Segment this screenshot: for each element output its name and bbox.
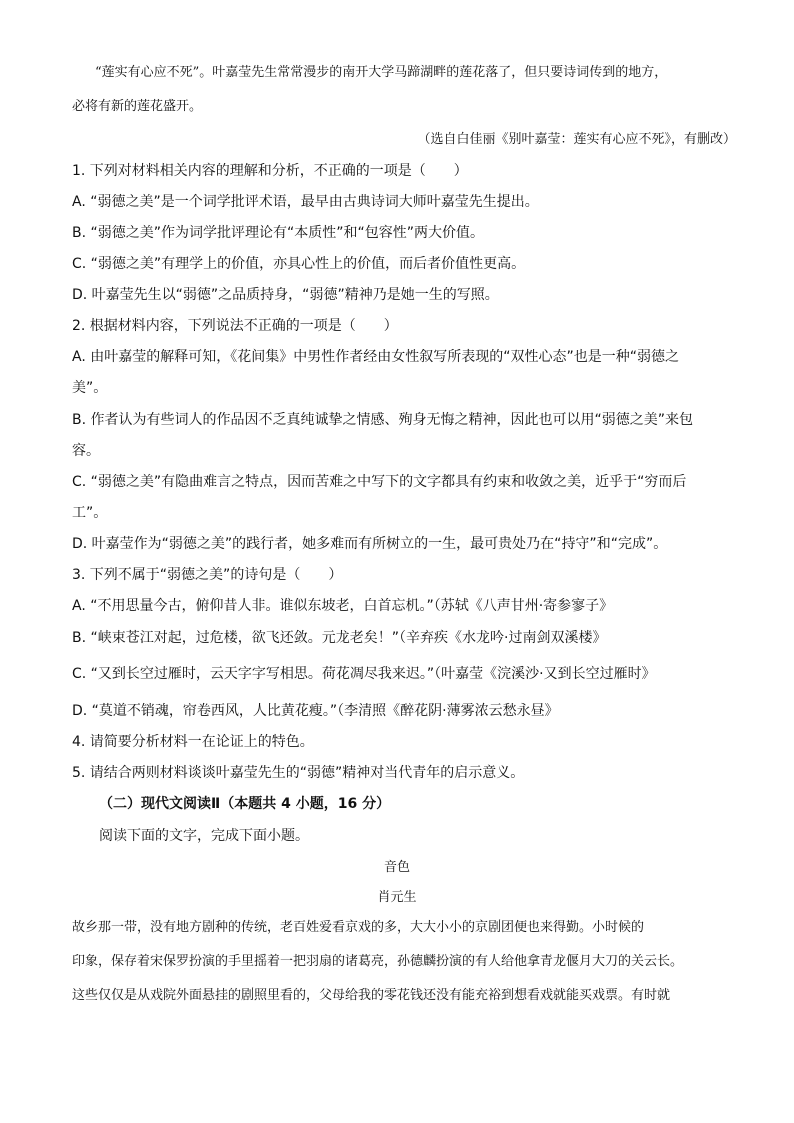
story-author: 肖元生 (377, 890, 417, 905)
question-3-option-a: A. “不用思量今古，俯仰昔人非。谁似东坡老，白首忘机。”（苏轼《八声甘州·寄参寥子》 (72, 598, 614, 614)
question-2-option-d: D. 叶嘉莹作为“弱德之美”的践行者，她多难而有所树立的一生，最可贵处乃在“持守”和“完成”。 (72, 536, 668, 552)
question-2-option-a-line-2: 美”。 (72, 380, 108, 396)
section-2-heading: （二）现代文阅读Ⅱ（本题共 4 小题，16 分） (99, 796, 391, 812)
story-title: 音色 (383, 860, 410, 875)
story-line-2: 印象，保存着宋保罗扮演的手里摇着一把羽扇的诸葛亮，孙德麟扮演的有人给他拿青龙偃月大刀的关云长。 (72, 954, 684, 969)
question-1-option-d: D. 叶嘉莹先生以“弱德”之品质持身，“弱德”精神乃是她一生的写照。 (72, 287, 499, 303)
question-3-option-b: B. “峡束苍江对起，过危楼，欲飞还敛。元龙老矣！”（辛弃疾《水龙吟·过南剑双溪楼》 (72, 630, 607, 646)
question-5: 5. 请结合两则材料谈谈叶嘉莹先生的“弱德”精神对当代青年的启示意义。 (72, 765, 525, 781)
story-line-1: 故乡那一带，没有地方剧种的传统，老百姓爱看京戏的多，大大小小的京剧团便也来得勤。小时候的 (72, 920, 645, 935)
question-2-option-b-line-1: B. 作者认为有些词人的作品因不乏真纯诚挚之情感、殉身无悔之精神，因此也可以用“弱德之美”来包 (72, 412, 694, 428)
question-3-option-d: D. “莫道不销魂，帘卷西风，人比黄花瘦。”（李清照《醉花阴·薄雾浓云愁永昼》 (72, 703, 559, 719)
question-2-option-a-line-1: A. 由叶嘉莹的解释可知，《花间集》中男性作者经由女性叙写所表现的“双性心态”也是一种“弱德之 (72, 349, 679, 365)
question-1-option-a: A. “弱德之美”是一个词学批评术语，最早由古典诗词大师叶嘉莹先生提出。 (72, 194, 539, 210)
question-3-stem: 3. 下列不属于“弱德之美”的诗句是（ ） (72, 567, 343, 583)
passage-1-line-2: 必将有新的莲花盛开。 (72, 99, 203, 114)
question-1-option-c: C. “弱德之美”有理学上的价值，亦具心性上的价值，而后者价值性更高。 (72, 256, 526, 272)
story-line-3: 这些仅仅是从戏院外面悬挂的剧照里看的，父母给我的零花钱还没有能充裕到想看戏就能买戏票。有时就 (72, 988, 671, 1003)
passage-1-source: （选自白佳丽《别叶嘉莹：莲实有心应不死》，有删改） (417, 132, 736, 147)
question-3-option-c: C. “又到长空过雁时，云天字字写相思。荷花凋尽我来迟。”（叶嘉莹《浣溪沙·又到长空过雁时》 (72, 666, 656, 682)
section-2-instruction: 阅读下面的文字，完成下面小题。 (99, 828, 309, 844)
question-2-option-b-line-2: 容。 (72, 443, 100, 459)
question-2-option-c-line-2: 工”。 (72, 505, 108, 521)
question-1-option-b: B. “弱德之美”作为词学批评理论有“本质性”和“包容性”两大价值。 (72, 225, 485, 241)
question-2-stem: 2. 根据材料内容，下列说法不正确的一项是（ ） (72, 318, 398, 334)
passage-1-line-1: “莲实有心应不死”。叶嘉莹先生常常漫步的南开大学马蹄湖畔的莲花落了，但只要诗词传到的地方， (95, 65, 668, 80)
question-4: 4. 请简要分析材料一在论证上的特色。 (72, 734, 314, 750)
question-1-stem: 1. 下列对材料相关内容的理解和分析，不正确的一项是（ ） (72, 163, 468, 179)
question-2-option-c-line-1: C. “弱德之美”有隐曲难言之特点，因而苦难之中写下的文字都具有约束和收敛之美，近乎于“穷而后 (72, 474, 687, 490)
